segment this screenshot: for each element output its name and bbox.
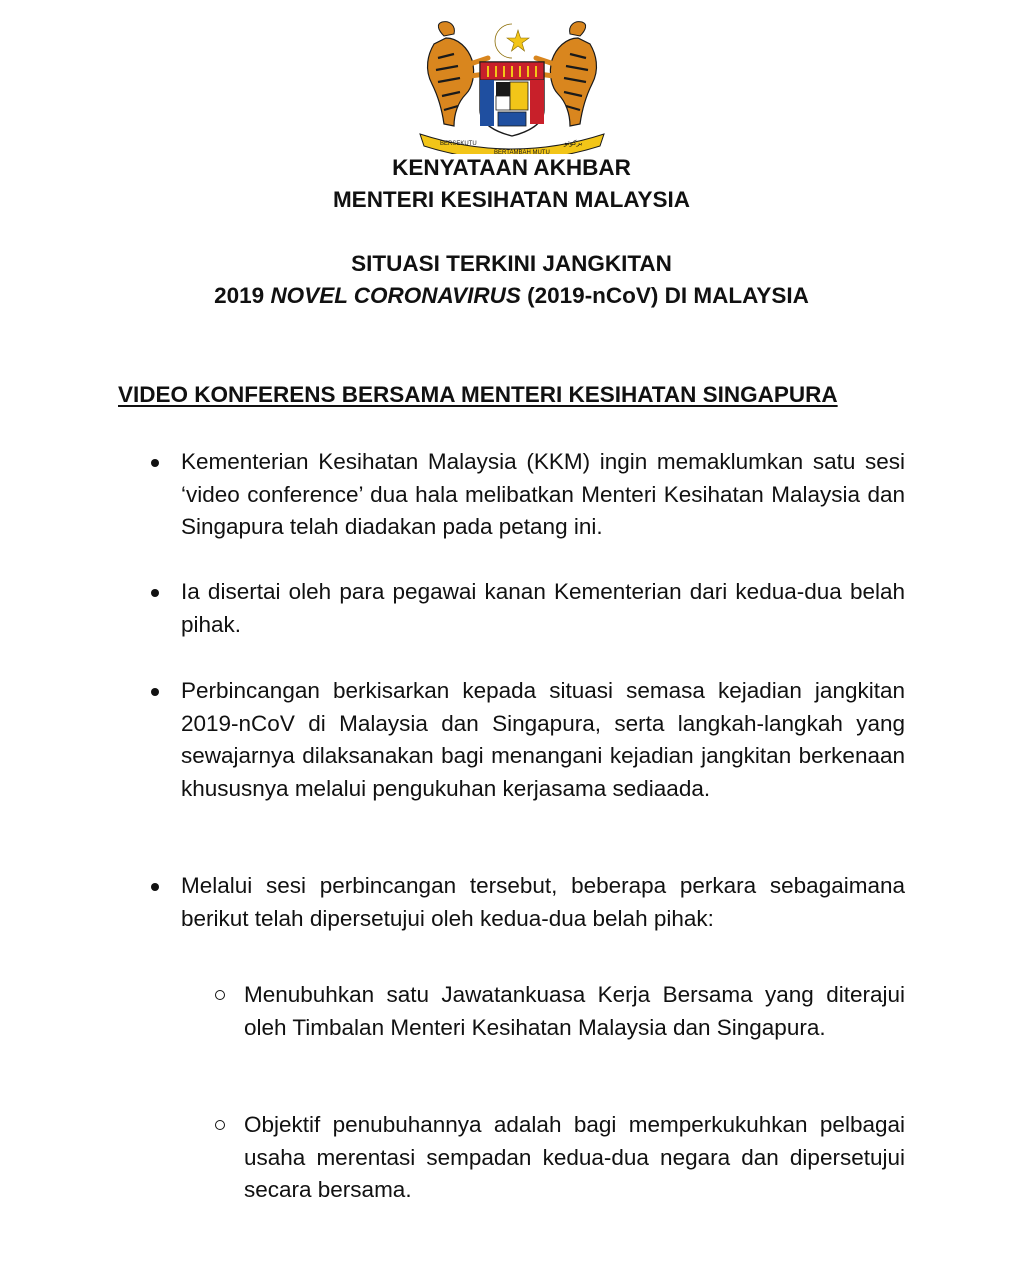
shield-icon	[480, 62, 544, 136]
motto-scroll-icon	[420, 134, 604, 154]
crescent-star-icon	[495, 24, 529, 58]
virus-line	[0, 280, 1023, 312]
bullet-item: Ia disertai oleh para pegawai kanan Kementerian dari kedua-dua belah pihak.	[181, 576, 905, 641]
left-tiger-icon	[428, 22, 488, 126]
bullet-item: Melalui sesi perbincangan tersebut, beberapa perkara sebagaimana berikut telah dipersetujui oleh kedua-dua belah pihak:	[181, 870, 905, 935]
virus-line-post: (2019-nCoV) DI MALAYSIA	[520, 283, 809, 308]
bullet-item: Perbincangan berkisarkan kepada situasi semasa kejadian jangkitan 2019-nCoV di Malaysia dan Singapura, serta langkah-langkah yang sewajarnya dilaksanakan bagi menangani kejadian jangkitan berkenaan khususnya melalui pengukuhan kerjasama sediaada.	[181, 675, 905, 805]
press-release-title	[0, 152, 1023, 216]
ministry-line: MENTERI KESIHATAN MALAYSIA	[332, 187, 691, 212]
svg-text:بركوتو: بركوتو	[564, 139, 583, 147]
sub-bullet-item: Menubuhkan satu Jawatankuasa Kerja Bersama yang diterajui oleh Timbalan Menteri Kesihatan Malaysia dan Singapura.	[244, 979, 905, 1044]
title-line: KENYATAAN AKHBAR	[392, 155, 631, 180]
bullet-item: Kementerian Kesihatan Malaysia (KKM) ingin memaklumkan satu sesi ‘video conference’ dua hala melibatkan Menteri Kesihatan Malaysia dan Singapura telah diadakan pada petang ini.	[181, 446, 905, 544]
virus-line-italic: NOVEL CORONAVIRUS	[270, 283, 521, 308]
svg-text:BERTAMBAH MUTU: BERTAMBAH MUTU	[494, 150, 550, 154]
situation-line: SITUASI TERKINI JANGKITAN	[351, 251, 672, 276]
right-tiger-icon	[536, 22, 596, 126]
coat-of-arms-logo	[414, 14, 610, 154]
svg-text:BERSEKUTU: BERSEKUTU	[440, 141, 477, 147]
sub-bullet-item: Objektif penubuhannya adalah bagi memperkukuhkan pelbagai usaha merentasi sempadan kedua-dua negara dan dipersetujui secara bersama.	[244, 1109, 905, 1207]
section-subheading: VIDEO KONFERENS BERSAMA MENTERI KESIHATAN SINGAPURA	[118, 382, 838, 407]
situation-title	[0, 248, 1023, 312]
virus-line-pre: 2019	[214, 283, 271, 308]
